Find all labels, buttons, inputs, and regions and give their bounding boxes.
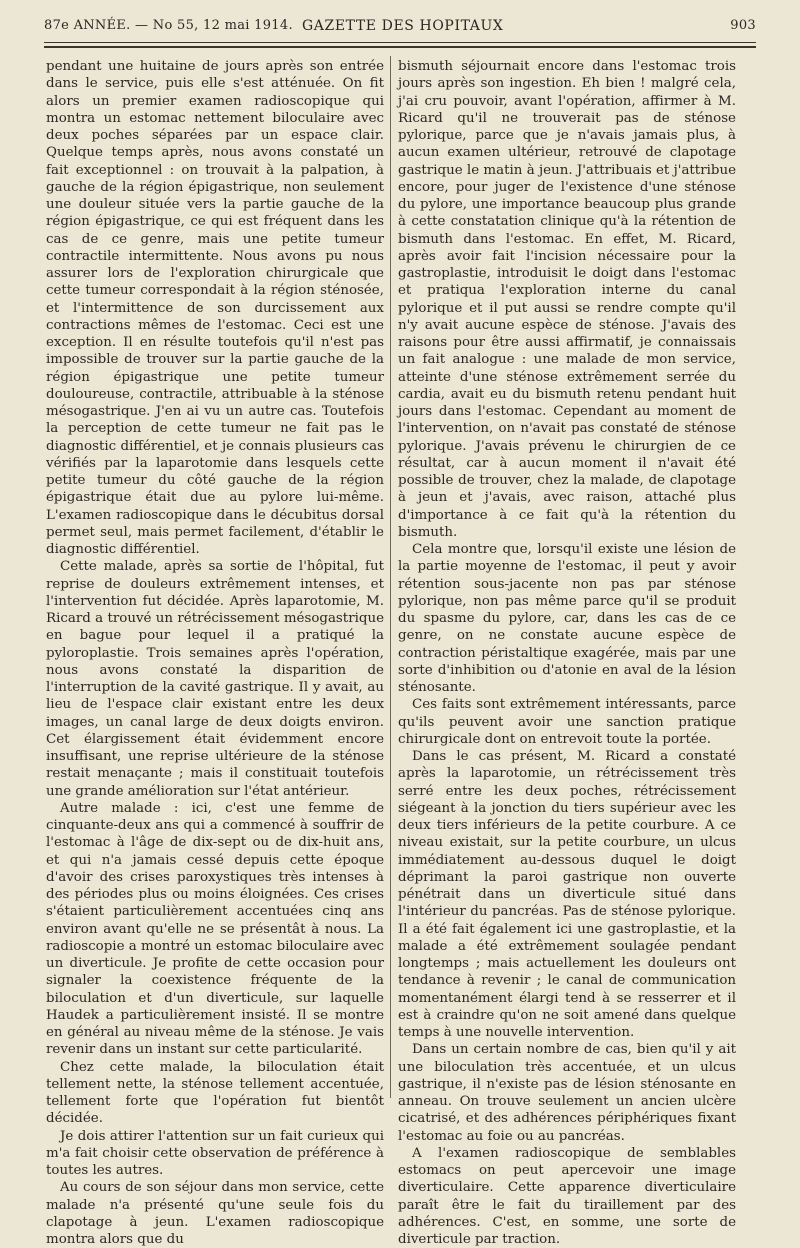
paragraph: Cela montre que, lorsqu'il existe une lésion de la partie moyenne de l'estomac, il peut y avoir rétention sous-jacente non pas par sténose pylorique, non pas même parce qu'il se produit du spasme du pylore, car, dans les cas de ce genre, on ne constate aucune espèce de contraction péristaltique exagérée, mais par une sorte d'inhibition ou d'atonie en aval de la lésion sténosante. — [398, 542, 736, 695]
issue-info: 87e ANNÉE. — No 55, 12 mai 1914. — [44, 18, 293, 33]
paragraph: Au cours de son séjour dans mon service, cette malade n'a présenté qu'une seule fois du clapotage à jeun. L'examen radioscopique montra alors que du — [46, 1180, 384, 1247]
journal-title: GAZETTE DES HOPITAUX — [302, 18, 504, 34]
page-number: 903 — [730, 18, 756, 33]
paragraph: pendant une huitaine de jours après son entrée dans le service, puis elle s'est atténuée. On fit alors un premier examen radioscopique qui montra un estomac nettement biloculaire avec deux poches séparées par un espace clair. Quelque temps après, nous avons constaté un fait exceptionnel : on trouvait à la palpation, à gauche de la région épigastrique, non seulement une douleur située vers la partie gauche de la région épigastrique, ce qui est fréquent dans les cas de ce genre, mais une petite tumeur contractile intermittente. Nous avons pu nous assurer lors de l'exploration chirurgicale que cette tumeur correspondait à la région sténosée, et l'intermittence de son durcissement aux contractions mêmes de l'estomac. Ceci est une exception. Il en résulte toutefois qu'il n'est pas impossible de trouver sur la partie gauche de la région épigastrique une petite tumeur douloureuse, contractile, attribuable à la sténose mésogastrique. J'en ai vu un autre cas. Toutefois la perception de cette tumeur ne fait pas le diagnostic différentiel, et je connais plusieurs cas vérifiés par la laparotomie dans lesquels cette petite tumeur du côté gauche de la région épigastrique était due au pylore lui-même. L'examen radioscopique dans le décubitus dorsal permet seul, mais permet facilement, d'établir le diagnostic différentiel. — [46, 59, 384, 557]
column-divider — [390, 56, 391, 1098]
left-column — [46, 58, 384, 1247]
paragraph: Dans un certain nombre de cas, bien qu'il y ait une biloculation très accentuée, et un ulcus gastrique, il n'existe pas de lésion sténosante en anneau. On trouve seulement un ancien ulcère cicatrisé, et des adhérences périphériques fixant l'estomac au foie ou au pancréas. — [398, 1042, 736, 1144]
paragraph: Cette malade, après sa sortie de l'hôpital, fut reprise de douleurs extrêmement intenses, et l'intervention fut décidée. Après laparotomie, M. Ricard a trouvé un rétrécissement mésogastrique en bague pour lequel il a pratiqué la pyloroplastie. Trois semaines après l'opération, nous avons constaté la disparition de l'interruption de la cavité gastrique. Il y avait, au lieu de l'espace clair existant entre les deux images, un canal large de deux doigts environ. Cet élargissement était évidemment encore insuffisant, une reprise ultérieure de la sténose restait menaçante ; mais il constituait toutefois une grande amélioration sur l'état antérieur. — [46, 559, 384, 799]
paragraph: Je dois attirer l'attention sur un fait curieux qui m'a fait choisir cette observation de préférence à toutes les autres. — [46, 1128, 384, 1178]
paragraph: A l'examen radioscopique de semblables estomacs on peut apercevoir une image diverticulaire. Cette apparence diverticulaire paraît être le fait du tiraillement par des adhérences. C'est, en somme, une sorte de diverticule par traction. — [398, 1145, 736, 1247]
header-rule-thin — [44, 42, 756, 43]
paragraph: Chez cette malade, la biloculation était tellement nette, la sténose tellement accentuée, tellement forte que l'opération fut bientôt décidée. — [46, 1059, 384, 1127]
paragraph: bismuth séjournait encore dans l'estomac trois jours après son ingestion. Eh bien ! malgré cela, j'ai cru pouvoir, avant l'opération, affirmer à M. Ricard qu'il ne trouverait pas de sténose pylorique, parce que je n'avais jamais plus, à aucun examen ultérieur, retrouvé de clapotage gastrique le matin à jeun. J'attribuais et j'attribue encore, pour juger de l'existence d'une sténose du pylore, une importance beaucoup plus grande à cette constatation clinique qu'à la rétention de bismuth dans l'estomac. En effet, M. Ricard, après avoir fait l'incision nécessaire pour la gastroplastie, introduisit le doigt dans l'estomac et pratiqua l'exploration interne du canal pylorique et il put aussi se rendre compte qu'il n'y avait aucune espèce de sténose. J'avais des raisons pour être aussi affirmatif, je connaissais un fait analogue : une malade de mon service, atteinte d'une sténose extrêmement serrée du cardia, avait eu du bismuth retenu pendant huit jours dans l'estomac. Cependant au moment de l'intervention, on n'avait pas constaté de sténose pylorique. J'avais prévenu le chirurgien de ce résultat, car à aucun moment il n'avait été possible de trouver, chez la malade, de clapotage à jeun et j'avais, avec raison, attaché plus d'importance à ce fait qu'à la rétention du bismuth. — [398, 59, 736, 540]
paragraph: Autre malade : ici, c'est une femme de cinquante-deux ans qui a commencé à souffrir de l'estomac à l'âge de dix-sept ou de dix-huit ans, et qui n'a jamais cessé depuis cette époque d'avoir des crises paroxystiques très intenses à des périodes plus ou moins éloignées. Ces crises s'étaient particulièrement accentuées cinq ans environ avant qu'elle ne se présentât à nous. La radioscopie a montré un estomac biloculaire avec un diverticule. Je profite de cette occasion pour signaler la coexistence fréquente de la biloculation et d'un diverticule, sur laquelle Haudek a particulièrement insisté. Il se montre en général au niveau même de la sténose. Je vais revenir dans un instant sur cette particularité. — [46, 800, 384, 1058]
header-rule-thick — [44, 46, 756, 48]
paragraph: Dans le cas présent, M. Ricard a constaté après la laparotomie, un rétrécissement très serré entre les deux poches, rétrécissement siégeant à la jonction du tiers supérieur avec les deux tiers inférieurs de la petite courbure. A ce niveau existait, sur la petite courbure, un ulcus immédiatement au-dessous duquel le doigt déprimant la paroi gastrique non ouverte pénétrait dans un diverticule situé dans l'intérieur du pancréas. Pas de sténose pylorique. Il a été fait également ici une gastroplastie, et la malade a été extrêmement soulagée pendant longtemps ; mais actuellement les douleurs ont tendance à revenir ; le canal de communication momentanément élargi tend à se resserrer et il est à craindre qu'on ne soit amené dans quelque temps à une nouvelle intervention. — [398, 749, 736, 1040]
running-header — [44, 18, 756, 40]
paragraph: Ces faits sont extrêmement intéressants, parce qu'ils peuvent avoir une sanction pratique chirurgicale dont on entrevoit toute la portée. — [398, 697, 736, 747]
right-column — [398, 58, 736, 1247]
